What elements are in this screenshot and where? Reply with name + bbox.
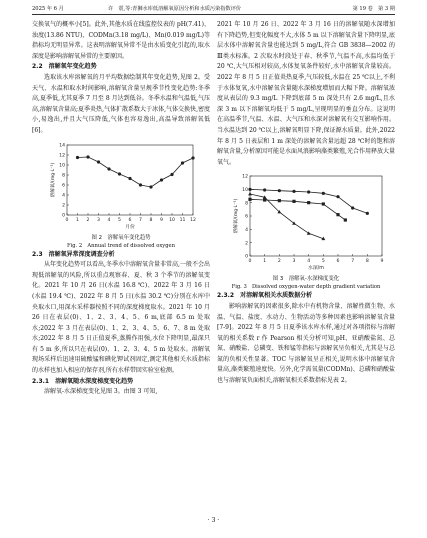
- y-tick-label: 2: [244, 241, 248, 247]
- data-point: [160, 178, 163, 181]
- page-number: · 3 ·: [207, 517, 220, 524]
- data-point: [76, 155, 79, 158]
- header-rule: [32, 14, 395, 15]
- figure-3-caption: 图 3 溶解氧-水深梯度变化: [272, 276, 340, 283]
- x-tick-label: 7: [139, 217, 142, 223]
- paragraph: 交换氧气的概率小[5]。此外,其他水质在线监控仪表的 pH(7.41)、浊度(13.86 NTU)、CODMn(3.18 mg/L)、Mn(0.019 mg/L)等指标均无明显异常。这表明溶解氧异常不是由水质变化引起的,取水深度是影响溶解氧异常的主要原因。: [32, 21, 210, 60]
- paragraph: 选取该水库溶解氧的月平均数据绘制其年变化趋势,见图 2。受天气、水温和取水时间影响,溶解氧含量呈规季节性变化趋势:冬季高,夏季低,尤其夏季 7 月至 8 月达到低谷。冬季水温和气温低,气压高,溶解氧含量高;夏季炎热,气体扩散系数大于冰体,气体交换快,密度小,易逸出,并且大气压降低,气体也容易逸出,高温导致溶解氧低[6]。: [32, 73, 210, 134]
- data-point: [365, 212, 368, 215]
- x-tick-label: 3: [292, 259, 295, 265]
- paragraph: 从年变化趋势可以看出,冬季水中溶解氧含量非常高,一般不会出现低溶解氧的风险,所以重点观察春、夏、秋 3 个季节的溶解氧变化。2021 年 10 月 26 日(水温 16.8 ℃)、2022 年 3 月 16 日(水温 19.4 ℃)、2022 年 8 月 5 日(水温 30.2 ℃)分别在水库中央取水口,用深水采样器按照不同的深度梯度取水。2021 年 10 月 26 日在表层(0)、1、2、3、4、5、6 m,底部 6.5 m 处取水;2022 年 3 月在表层(0)、1、2、3、4、5、6、7、8 m 处取水;2022 年 8 月 5 日正值夏季,蒸腾作用强,水位下降明显,最深只有 5 m 多,所以只在表层(0)、1、2、3、4、5 m 处取水。溶解氧现场采样后迅速用硫酸锰和碘化钾试剂固定,测定其他相关水质指标的水样也加入相应的保存剂,所有水样带回实验室检测。: [32, 261, 210, 375]
- header-title: 许 震,等:青狮水库低溶解氧原因分析和水质污染指数评价: [108, 6, 242, 12]
- x-tick-label: 2: [277, 259, 281, 265]
- x-tick-label: 11: [179, 217, 186, 223]
- x-tick-label: 3: [97, 217, 100, 223]
- y-tick-label: 14: [59, 143, 65, 149]
- data-point: [248, 192, 252, 195]
- x-tick-label: 0: [65, 217, 69, 223]
- y-tick-label: 0: [62, 213, 65, 219]
- y-tick-label: 12: [59, 153, 65, 159]
- data-point: [139, 183, 142, 186]
- data-point: [263, 189, 266, 192]
- x-axis-label: 月份: [125, 224, 135, 230]
- x-tick-label: 6: [128, 217, 132, 223]
- data-point: [306, 232, 310, 235]
- data-point: [97, 160, 100, 163]
- data-point: [343, 219, 346, 222]
- data-point: [277, 189, 280, 192]
- data-point: [128, 176, 131, 179]
- data-point: [149, 185, 152, 188]
- data-point: [321, 203, 324, 206]
- paragraph: 2021 年 10 月 26 日、2022 年 3 月 16 日的溶解氧随水深增加有下降趋势,但变化幅度不大,水体 5 m 以下溶解氧含量下降明显,底层水体中溶解氧含量也能达到 5 mg/L,符合 GB 3838—2002 的Ⅲ类水标准。2 次取水时段处于春、秋季节,气温不高,水温均低于 20 ℃,大气压相对较高,水体复氧条件较好,水中溶解氧含量较高。2022 年 8 月 5 日正值炎热夏季,气压较低,水温在 25 ℃以上,不利于水体复氧,水中溶解氧含量随水深梯度增加而大幅下降。溶解氧浓度从表层的 9.3 mg/L 下降到底部 5 m 深处只有 2.6 mg/L,且水深 3 m 以下溶解氧均低于 5 mg/L,呈现明显的垂直分布。这说明在高温季节,气温、水温、大气压和水深对溶解氧有交互影响作用。当水温达到 20 ℃以上,溶解氧明显下降,保证源水质量。此外,2022 年 8 月 5 日表层和 1 m 深处的溶解氧含量远超 28 ℃时的饱和溶解氧含量,分析原因可能是水面风浪影响藻类繁殖,光合作用释放大量氧气。: [217, 21, 395, 166]
- x-tick-label: 10: [169, 217, 175, 223]
- data-point: [86, 155, 89, 158]
- data-point: [307, 201, 310, 204]
- y-tick-label: 4: [62, 193, 65, 199]
- data-point: [118, 172, 121, 175]
- y-axis-label: 溶解氧/(mg·L⁻¹): [233, 199, 239, 234]
- data-point: [292, 200, 295, 203]
- x-tick-label: 4: [107, 217, 111, 223]
- section-heading: 2.3 溶解氧异常深度调查分析: [32, 250, 115, 258]
- y-tick-label: 6: [244, 214, 248, 220]
- data-point: [307, 191, 310, 194]
- x-axis-label: 水深/m: [307, 266, 324, 272]
- y-tick-label: 12: [241, 174, 248, 180]
- data-point: [107, 167, 110, 170]
- x-tick-label: 8: [365, 259, 369, 265]
- figure-2-caption: 图 2 溶解氧年变化趋势: [91, 234, 151, 241]
- y-tick-label: 4: [244, 228, 248, 234]
- x-tick-label: 8: [149, 217, 153, 223]
- data-point: [191, 156, 194, 159]
- data-point: [351, 207, 354, 210]
- x-tick-label: 6: [336, 259, 339, 265]
- x-tick-label: 5: [118, 217, 121, 223]
- paragraph: 溶解氧-水深梯度变化见图 3。由图 3 可知,: [44, 388, 158, 396]
- x-tick-label: 7: [350, 259, 354, 265]
- data-point: [277, 199, 280, 202]
- figure-3-caption-en: Fig. 3 Dissolved oxygen-water depth gradient variation: [231, 284, 381, 291]
- y-tick-label: 8: [62, 173, 65, 179]
- y-tick-label: 8: [244, 201, 248, 207]
- x-tick-label: 0: [248, 259, 251, 265]
- x-tick-label: 4: [306, 259, 310, 265]
- y-tick-label: 10: [241, 188, 248, 194]
- subsection-heading: 2.3.2 对溶解氧相关水质数据分析: [217, 292, 313, 300]
- data-point: [321, 192, 324, 195]
- figure-3-chart: [224, 170, 389, 274]
- section-heading: 2.2 溶解氧年变化趋势: [32, 63, 97, 71]
- x-tick-label: 1: [76, 217, 79, 223]
- figure-2-chart: [41, 139, 201, 233]
- right-column: [217, 20, 395, 387]
- data-point: [336, 195, 339, 198]
- y-tick-label: 2: [62, 203, 65, 209]
- data-point: [181, 161, 184, 164]
- x-tick-label: 5: [321, 259, 325, 265]
- plot-frame: [250, 176, 382, 256]
- data-point: [170, 172, 173, 175]
- header-volume: 第 19 卷 第 3 期: [352, 6, 395, 12]
- x-tick-label: 9: [160, 217, 163, 223]
- figure-2-caption-en: Fig. 2 Annual trend of dissolved oxygen: [67, 242, 175, 249]
- data-point: [292, 190, 295, 193]
- x-tick-label: 9: [380, 259, 383, 265]
- left-column: [32, 20, 210, 398]
- paragraph: 影响溶解氧的因素很多,除水中有机物含量、溶解性微生物、水温、气温、盐度、水动力、生物活动等多种因素也影响溶解氧含量[7-9]。2022 年 8 月 5 日夏季该水库水样,通过对各项指标与溶解氧的相关系数 r 作 Pearson 相关分析可知,pH、亚硝酸盐氮、总氮、硝酸盐、总磷变、铁和锰等指标与溶解氧呈负相关,尤其是与总氮的负相关性显著。TOC 与溶解氧呈正相关,说明水体中溶解氧含量高,藻类繁殖速度快。另外,化学需氧量(CODMn)、总磷和硝酸盐也与溶解氧负面相关,溶解氧相关系数指标见表 2。: [217, 302, 395, 385]
- series-line: [78, 157, 194, 187]
- y-tick-label: 10: [59, 163, 65, 169]
- header-date: 2025 年 6 月: [32, 6, 64, 12]
- x-tick-label: 1: [262, 259, 266, 265]
- y-tick-label: 6: [62, 183, 65, 189]
- subsection-heading: 2.3.1 溶解氧随水深度梯度变化趋势: [32, 377, 134, 385]
- data-point: [248, 198, 251, 201]
- data-point: [248, 188, 251, 191]
- series-line: [250, 200, 345, 221]
- y-axis-label: 溶解氧/(mg·L⁻¹): [51, 162, 56, 197]
- x-tick-label: 12: [190, 217, 196, 223]
- x-tick-label: 2: [86, 217, 90, 223]
- y-tick-label: 0: [244, 254, 248, 260]
- data-point: [336, 213, 339, 216]
